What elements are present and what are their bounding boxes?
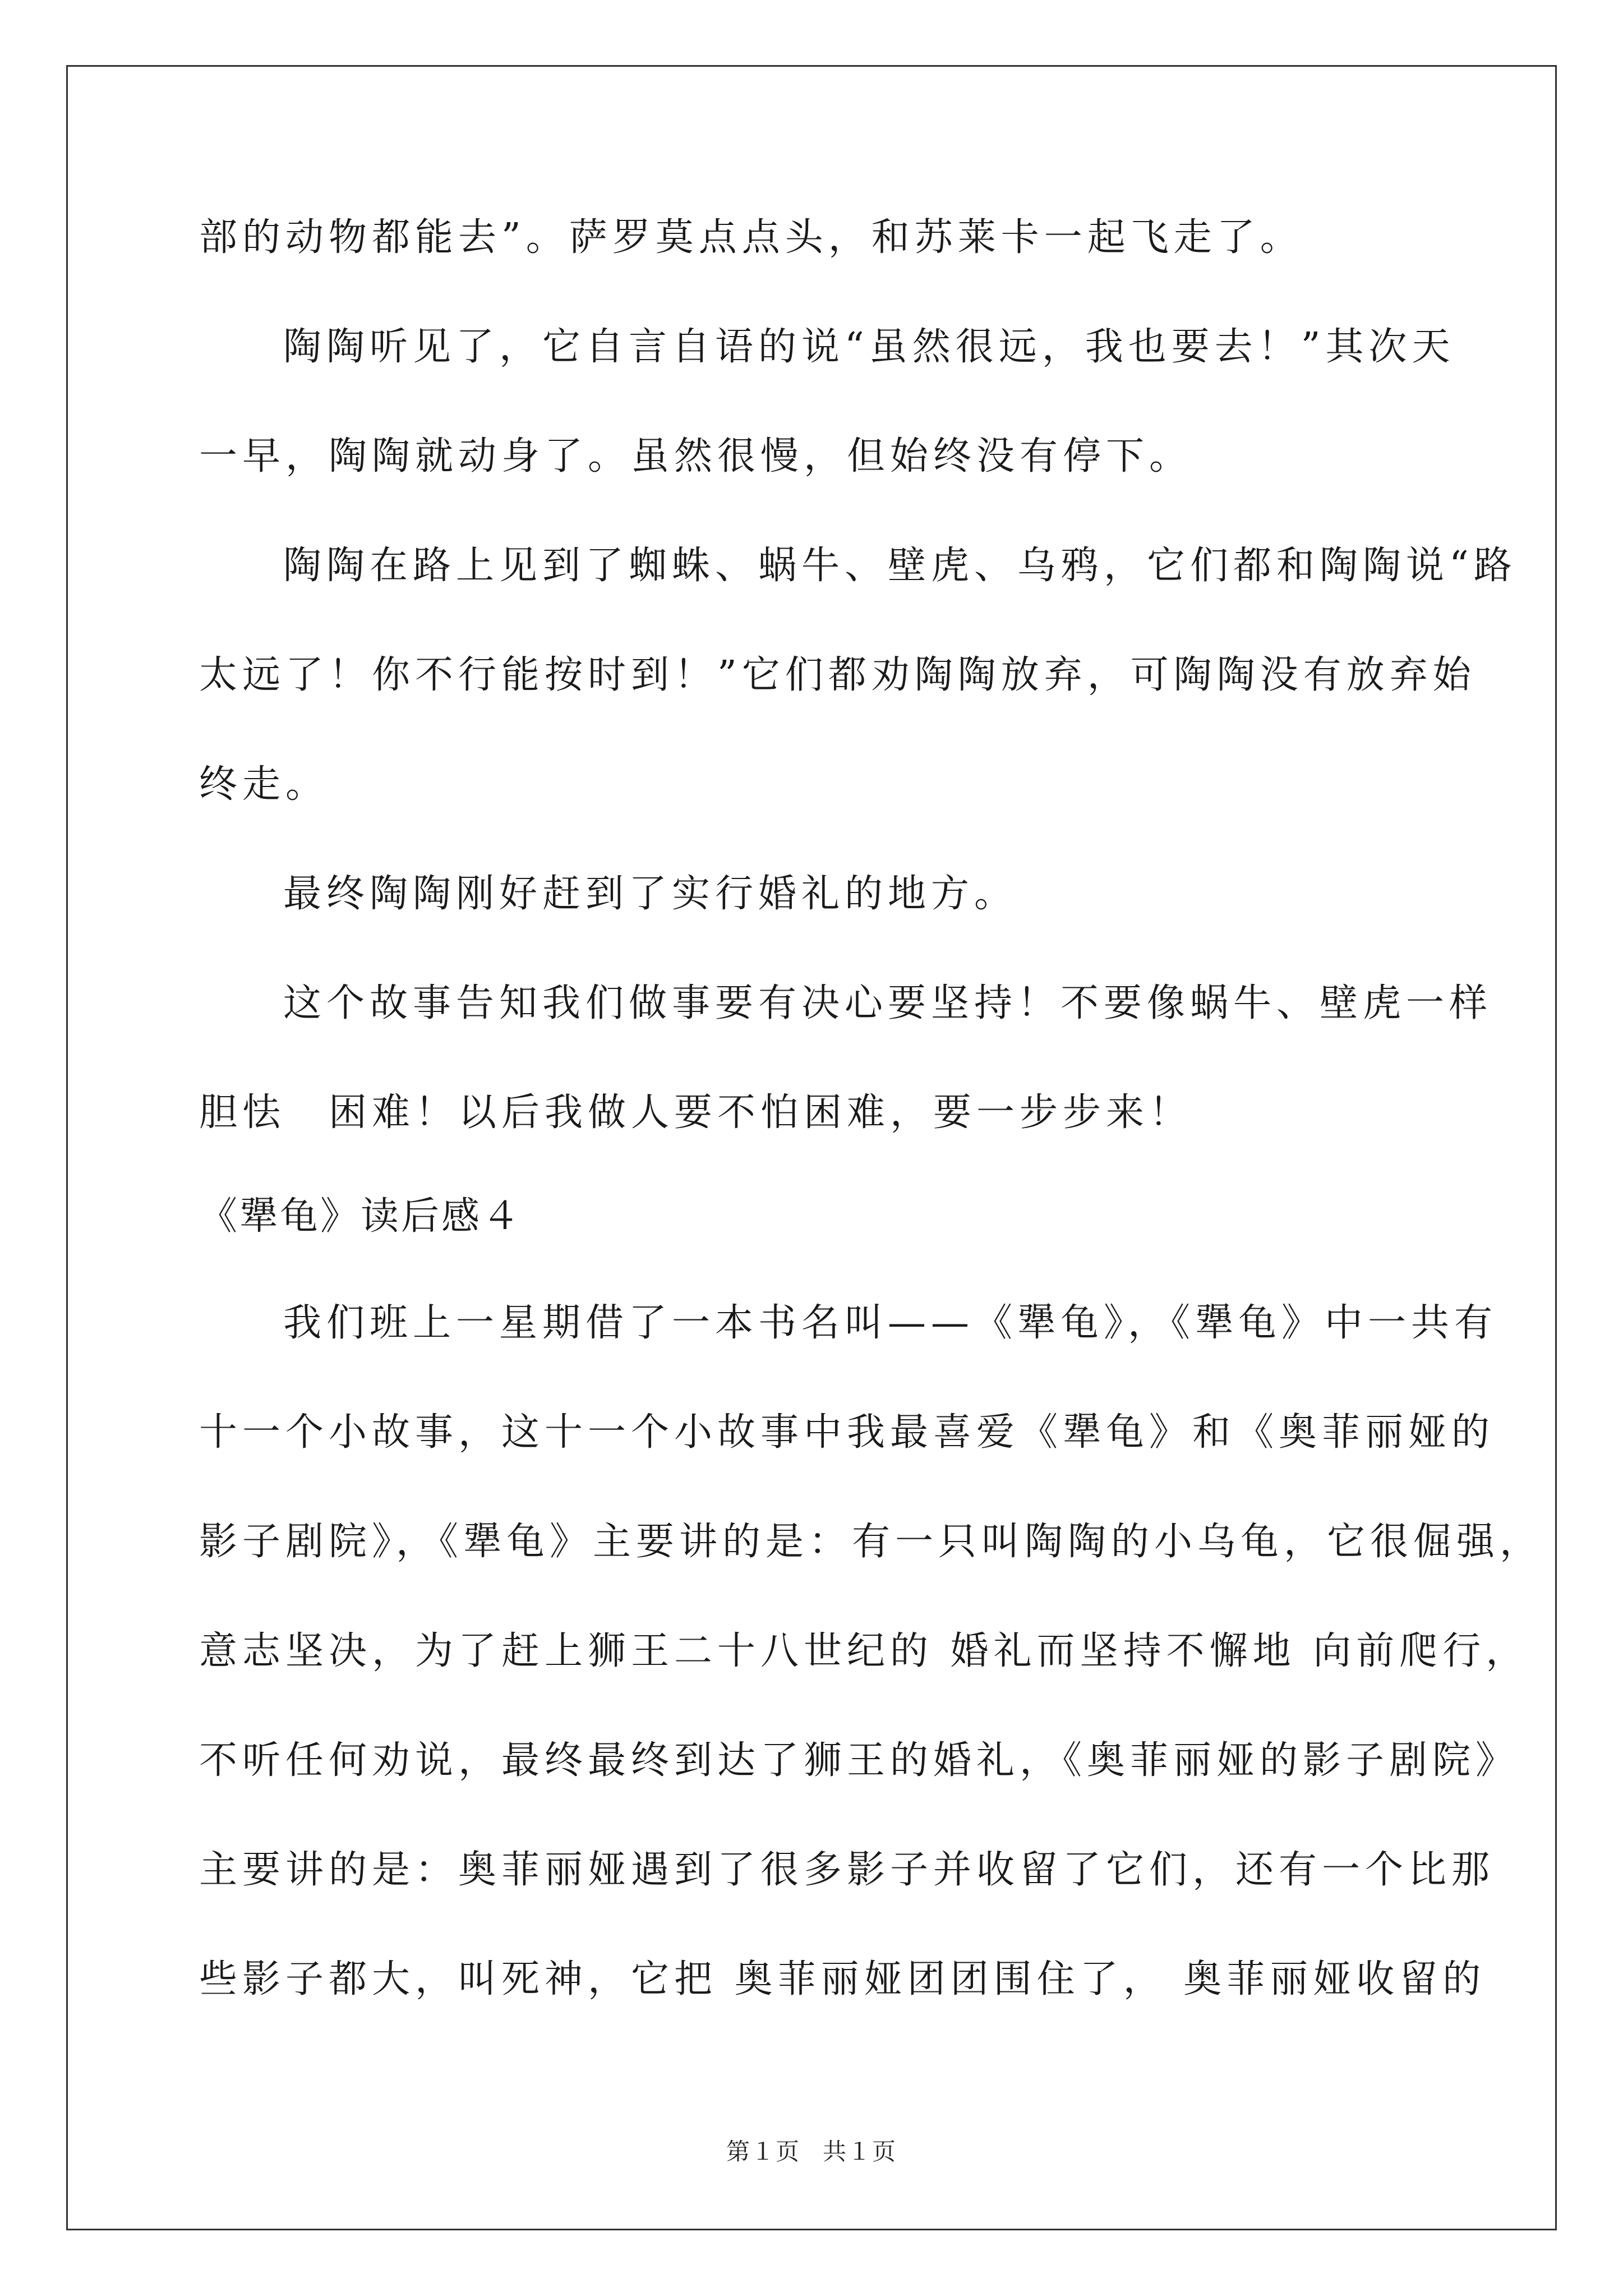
text-line: 部的动物都能去”。萨罗莫点点头，和苏莱卡一起飞走了。 (199, 215, 1303, 260)
text-line: 影子剧院》，《犟龟》主要讲的是：有一只叫陶陶的小乌龟，它很倔强， (199, 1520, 1543, 1564)
text-line: 一早，陶陶就动身了。虽然很慢，但始终没有停下。 (199, 434, 1193, 478)
page-number: 第１页 (726, 2138, 800, 2165)
text-line: 十一个小故事，这十一个小故事中我最喜爱《犟龟》和《奥菲丽娅的 (199, 1410, 1495, 1455)
page-total: 共１页 (823, 2138, 897, 2165)
paragraph-line: 陶陶在路上见到了蜘蛛、蜗牛、壁虎、乌鸦，它们都和陶陶说“路 (283, 544, 1517, 588)
text-line: 些影子都大，叫死神，它把 奥菲丽娅团团围住了， 奥菲丽娅收留的 (199, 1957, 1486, 2001)
text-line: 主要讲的是：奥菲丽娅遇到了很多影子并收留了它们，还有一个比那 (199, 1848, 1495, 1892)
section-heading: 《犟龟》读后感４ (199, 1194, 523, 1239)
page-border (66, 65, 1557, 2230)
text-line: 太远了！你不行能按时到！”它们都劝陶陶放弃，可陶陶没有放弃始 (199, 653, 1476, 697)
paragraph-line: 陶陶听见了，它自言自语的说“虽然很远，我也要去！”其次天 (283, 325, 1455, 369)
text-line: 意志坚决，为了赶上狮王二十八世纪的 婚礼而坚持不懈地 向前爬行， (199, 1629, 1529, 1673)
text-line: 不听任何劝说，最终最终到达了狮王的婚礼，《奥菲丽娅的影子剧院》 (199, 1738, 1519, 1783)
text-line: 终走。 (199, 762, 329, 807)
text-line: 胆怯 困难！以后我做人要不怕困难，要一步步来！ (199, 1091, 1193, 1135)
paragraph-line: 最终陶陶刚好赶到了实行婚礼的地方。 (283, 872, 1018, 916)
paragraph-line: 我们班上一星期借了一本书名叫——《犟龟》，《犟龟》中一共有 (283, 1301, 1498, 1345)
paragraph-line: 这个故事告知我们做事要有决心要坚持！不要像蜗牛、壁虎一样 (283, 981, 1493, 1025)
page-footer (0, 2133, 1623, 2167)
